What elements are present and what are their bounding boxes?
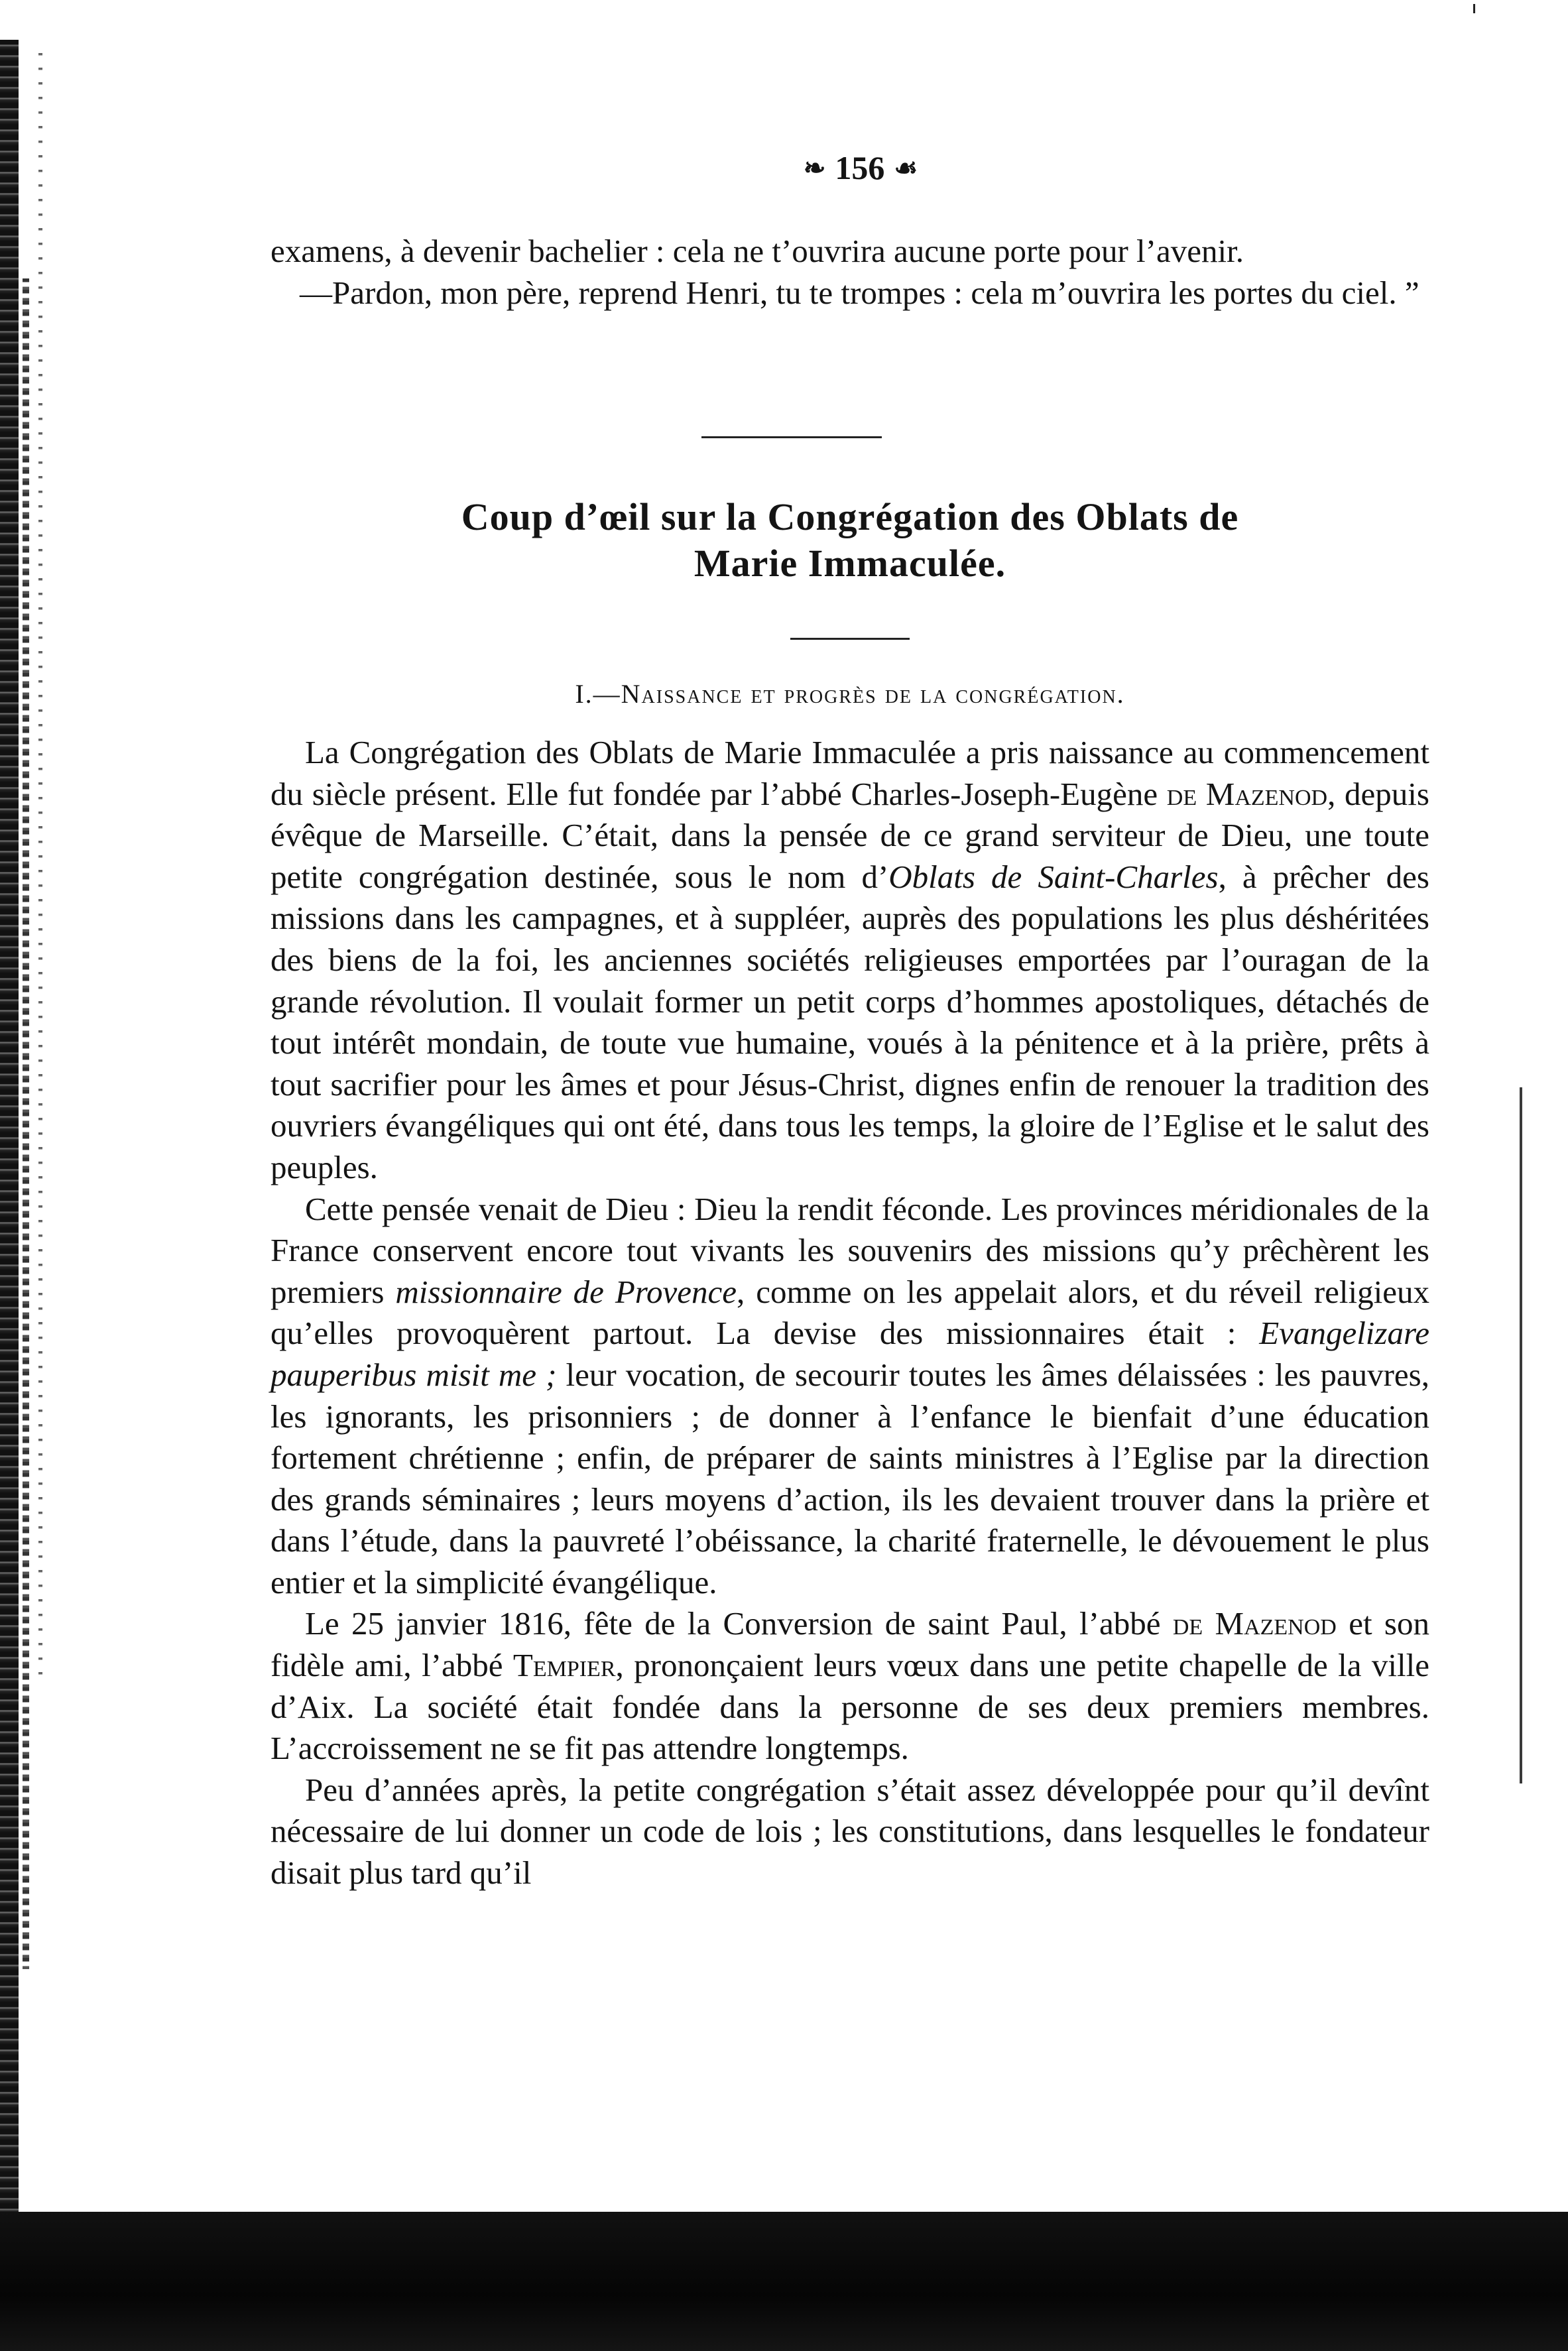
divider-rule-title [790, 638, 910, 640]
continuation-line-2: —Pardon, mon père, reprend Henri, tu te trompes : cela m’ouvrira les portes du ciel. ” [300, 274, 1419, 311]
binding-edge-shadow [0, 40, 19, 2261]
page-number: 156 [835, 149, 885, 186]
ornament-left-icon: ❧ [803, 152, 826, 183]
paragraph-1-text-a: La Congrégation des Oblats de Marie Immaculée a pris naissance au commencement du siècle présent. Elle fut fondée par l’abbé Charles-Joseph-Eugène [271, 734, 1429, 812]
scan-speck [1473, 4, 1475, 13]
binding-edge-dots [38, 53, 42, 1677]
article-title-line-1: Coup d’œil sur la Congrégation des Oblats de [461, 495, 1239, 538]
body-text [271, 732, 1429, 1894]
paragraph-4: Peu d’années après, la petite congrégation s’était assez développée pour qu’il devînt nécessaire de lui donner un code de lois ; les constitutions, dans lesquelles le fondateur disait plus tard qu’il [271, 1771, 1429, 1892]
paragraph-3-name-mazenod: de Mazenod [1172, 1605, 1337, 1642]
paragraph-1-italic-oblats: Oblats de Saint-Charles [888, 858, 1219, 895]
continuation-text [271, 231, 1429, 314]
article-title-line-2: Marie Immaculée. [694, 542, 1006, 585]
margin-line-mark [1520, 1087, 1522, 1783]
article-title [271, 494, 1429, 587]
paragraph-1-text-c: , depuis évêque de Marseille. C’était, dans la pensée de ce grand serviteur de Dieu, une toute petite congrégation destinée, sous le nom d’ [271, 775, 1429, 895]
page-number-header [754, 138, 967, 198]
paragraph-1-text-e: , à prêcher des missions dans les campagnes, et à suppléer, auprès des populations les plus déshéritées des biens de la foi, les anciennes sociétés religieuses emportées par l’ouragan de la grande révolution. Il voulait former un petit corps d’hommes apostoliques, détachés de tout intérêt mondain, de toute vue humaine, voués à la pénitence et à la prière, prêts à tout sacrifier pour les âmes et pour Jésus-Christ, dignes enfin de renouer la tradition des ouvriers évangéliques qui ont été, dans tous les temps, la gloire de l’Eglise et le salut des peuples. [271, 858, 1429, 1185]
paragraph-3-text-c: et son fidèle ami, l’abbé [271, 1605, 1429, 1684]
binding-edge-marks [23, 278, 29, 1969]
scan-bottom-shadow [0, 2212, 1568, 2351]
paragraph-2-text-a: Cette pensée venait de Dieu : Dieu la rendit féconde. Les provinces méridionales de la France conservent encore tout vivants les souvenirs des missions qu’y prêchèrent les premiers [271, 1190, 1429, 1310]
ornament-right-icon: ☙ [894, 152, 918, 183]
paragraph-2-italic-provence: missionnaire de Provence [395, 1273, 737, 1310]
paragraph-2-text-e: leur vocation, de secourir toutes les âmes délaissées : les pauvres, les ignorants, les prisonniers ; de donner à l’enfance le bienfait d’une éducation fortement chrétienne ; enfin, de préparer de saints ministres à l’Eglise par la direction des grands séminaires ; leurs moyens d’action, ils les devaient trouver dans la prière et dans l’étude, dans la pauvreté l’obéissance, la charité fraternelle, le dévouement le plus entier et la simplicité évangélique. [271, 1356, 1430, 1600]
section-heading: I.—Naissance et progrès de la congrégation. [575, 679, 1125, 709]
paragraph-2-italic-motto: Evangelizare pauperibus misit me ; [271, 1315, 1429, 1393]
divider-rule-top [701, 436, 882, 438]
paragraph-2-text-c: , comme on les appelait alors, et du réveil religieux qu’elles provoquèrent partout. La devise des missionnaires était : [271, 1273, 1429, 1352]
continuation-line-1: examens, à devenir bachelier : cela ne t’ouvrira aucune porte pour l’avenir. [271, 233, 1244, 269]
paragraph-1-name-mazenod: de Mazenod [1166, 775, 1328, 812]
paragraph-3-text-a: Le 25 janvier 1816, fête de la Conversion de saint Paul, l’abbé [305, 1605, 1173, 1642]
paragraph-2 [271, 1189, 1429, 1604]
paragraph-1 [271, 732, 1429, 1189]
paragraph-3-text-e: , prononçaient leurs vœux dans une petite chapelle de la ville d’Aix. La société était fondée dans la personne de ses deux premiers membres. L’accroissement ne se fit pas attendre longtemps. [271, 1647, 1429, 1767]
paragraph-3-name-tempier: Tempier [513, 1647, 616, 1684]
paragraph-3 [271, 1603, 1429, 1769]
